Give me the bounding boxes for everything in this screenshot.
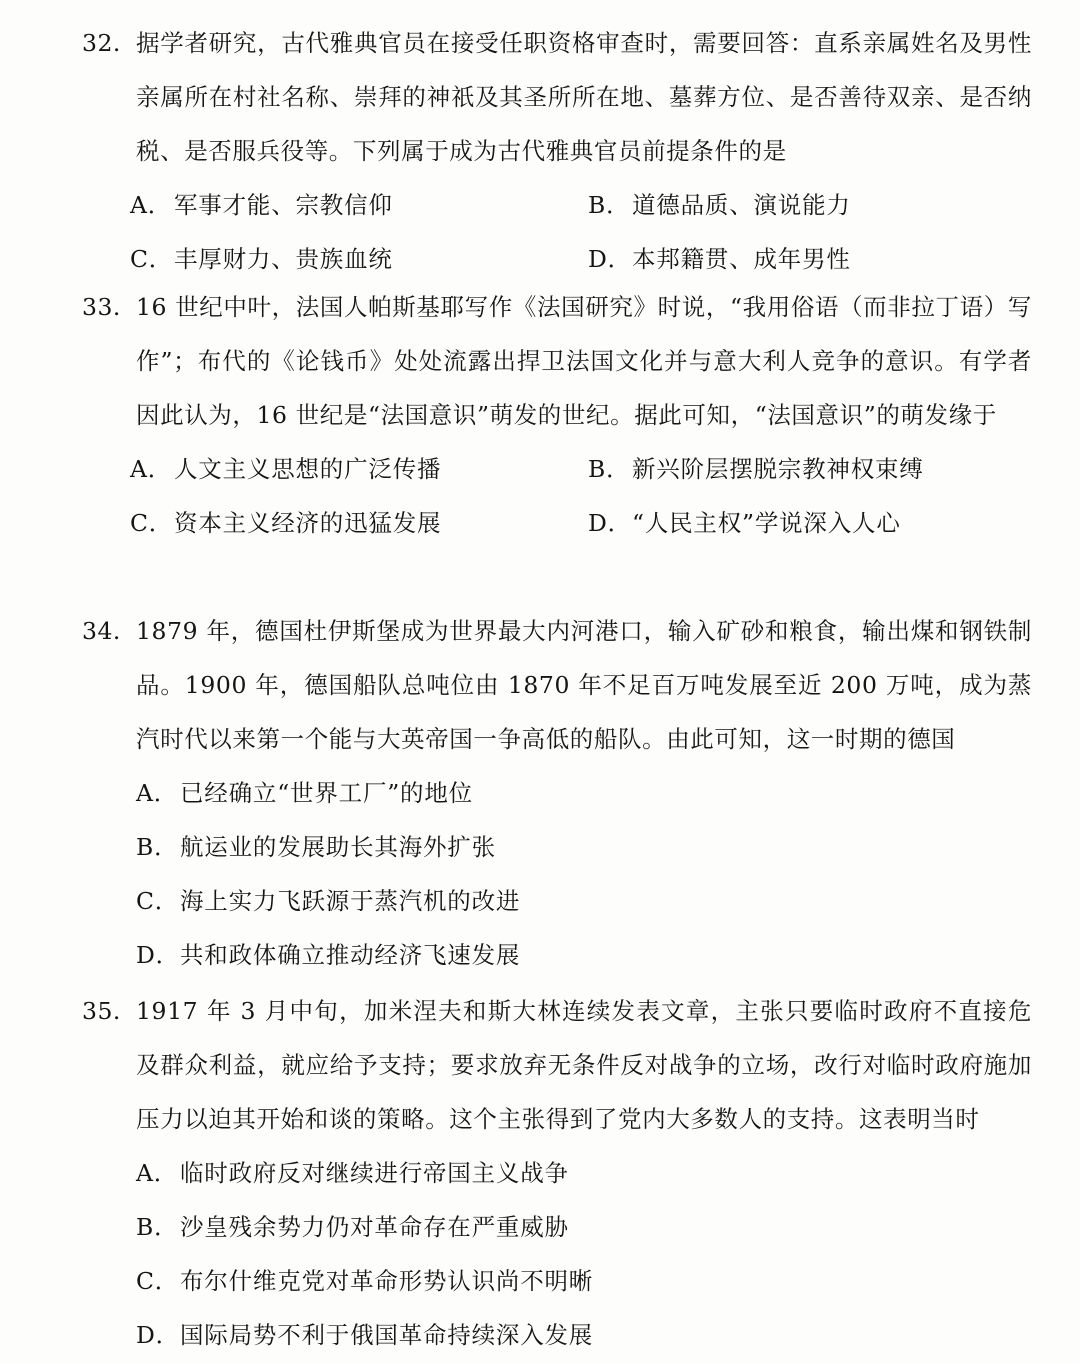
option-letter: C． [136, 1267, 180, 1295]
option-a[interactable] [130, 178, 393, 232]
option-text: 航运业的发展助长其海外扩张 [180, 833, 496, 861]
option-letter: A． [136, 1159, 179, 1187]
option-b[interactable] [136, 820, 1032, 874]
option-text: 本邦籍贯、成年男性 [632, 245, 851, 273]
question-stem: 16 世纪中叶，法国人帕斯基耶写作《法国研究》时说，“我用俗语（而非拉丁语）写作”；布代的《论钱币》处处流露出捍卫法国文化并与意大利人竞争的意识。有学者因此认为，16 世纪是“法国意识”萌发的世纪。据此可知，“法国意识”的萌发缘于 [136, 293, 1032, 429]
option-d[interactable] [136, 928, 1032, 982]
option-text: 道德品质、演说能力 [632, 191, 851, 219]
options-list [136, 1146, 1032, 1362]
option-c[interactable] [136, 1254, 1032, 1308]
question-32 [82, 16, 1032, 286]
option-b[interactable] [588, 442, 924, 496]
option-letter: A． [136, 779, 179, 807]
question-stem: 1879 年，德国杜伊斯堡成为世界最大内河港口，输入矿砂和粮食，输出煤和钢铁制品。1900 年，德国船队总吨位由 1870 年不足百万吨发展至近 200 万吨，成为蒸汽时代以来第一个能与大英帝国一争高低的船队。由此可知，这一时期的德国 [136, 617, 1032, 753]
option-text: 已经确立“世界工厂”的地位 [180, 779, 473, 807]
option-c[interactable] [130, 232, 393, 286]
options-list [136, 766, 1032, 982]
option-b[interactable] [588, 178, 851, 232]
option-d[interactable] [136, 1308, 1032, 1362]
option-letter: D． [136, 941, 180, 969]
option-a[interactable] [136, 766, 1032, 820]
option-b[interactable] [136, 1200, 1032, 1254]
options-list [130, 178, 1032, 286]
question-stem: 1917 年 3 月中旬，加米涅夫和斯大林连续发表文章，主张只要临时政府不直接危及群众利益，就应给予支持；要求放弃无条件反对战争的立场，改行对临时政府施加压力以迫其开始和谈的策略。这个主张得到了党内大多数人的支持。这表明当时 [136, 997, 1032, 1133]
option-d[interactable] [588, 232, 851, 286]
question-34 [82, 604, 1032, 982]
option-letter: B． [588, 191, 631, 219]
option-letter: B． [588, 455, 631, 483]
question-35 [82, 984, 1032, 1362]
option-text: 国际局势不利于俄国革命持续深入发展 [180, 1321, 594, 1349]
option-text: 布尔什维克党对革命形势认识尚不明晰 [180, 1267, 594, 1295]
option-letter: D． [588, 245, 632, 273]
option-letter: D． [588, 509, 632, 537]
option-d[interactable] [588, 496, 901, 550]
option-text: 沙皇残余势力仍对革命存在严重威胁 [180, 1213, 569, 1241]
option-text: 海上实力飞跃源于蒸汽机的改进 [180, 887, 521, 915]
option-a[interactable] [130, 442, 441, 496]
question-stem: 据学者研究，古代雅典官员在接受任职资格审查时，需要回答：直系亲属姓名及男性亲属所在村社名称、崇拜的神祇及其圣所所在地、墓葬方位、是否善待双亲、是否纳税、是否服兵役等。下列属于成为古代雅典官员前提条件的是 [136, 29, 1032, 165]
option-text: 丰厚财力、贵族血统 [174, 245, 393, 273]
option-letter: C． [130, 509, 174, 537]
option-text: “人民主权”学说深入人心 [632, 509, 901, 537]
options-list [130, 442, 1032, 550]
option-text: 人文主义思想的广泛传播 [174, 455, 442, 483]
option-text: 共和政体确立推动经济飞速发展 [180, 941, 521, 969]
question-number: 34. [82, 617, 121, 645]
option-c[interactable] [136, 874, 1032, 928]
option-text: 军事才能、宗教信仰 [174, 191, 393, 219]
option-a[interactable] [136, 1146, 1032, 1200]
option-text: 资本主义经济的迅猛发展 [174, 509, 442, 537]
option-text: 临时政府反对继续进行帝国主义战争 [180, 1159, 569, 1187]
option-letter: A． [130, 455, 173, 483]
option-text: 新兴阶层摆脱宗教神权束缚 [632, 455, 924, 483]
option-c[interactable] [130, 496, 441, 550]
option-letter: D． [136, 1321, 180, 1349]
question-33 [82, 280, 1032, 550]
option-letter: C． [136, 887, 180, 915]
question-number: 33. [82, 293, 121, 321]
question-number: 35. [82, 997, 121, 1025]
option-letter: C． [130, 245, 174, 273]
option-letter: B． [136, 1213, 179, 1241]
option-letter: B． [136, 833, 179, 861]
question-number: 32. [82, 29, 121, 57]
option-letter: A． [130, 191, 173, 219]
